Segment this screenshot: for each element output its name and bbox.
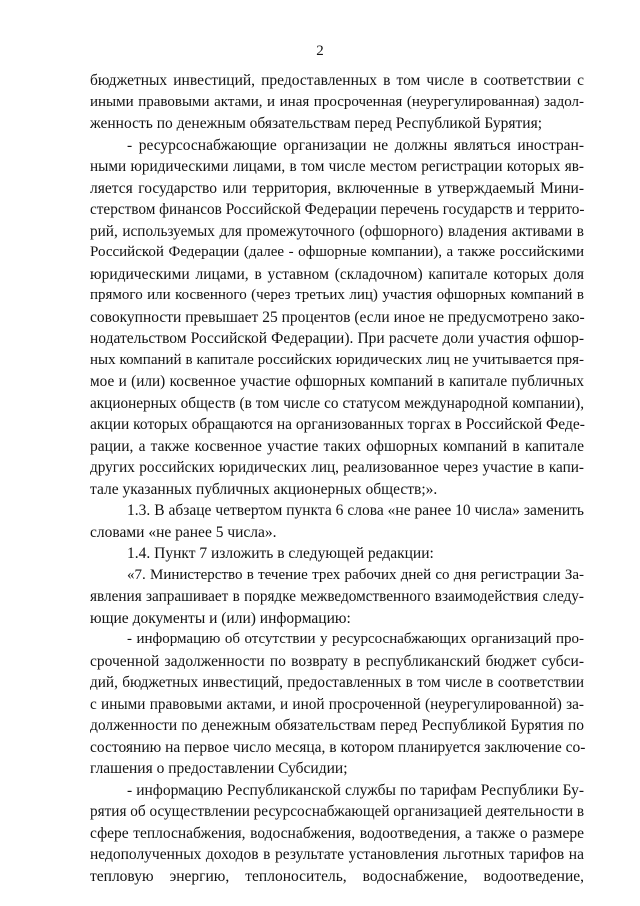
text-line: состоянию на первое число месяца, в котором планируется заключение со- [90,738,586,756]
text-line: недополученных доходов в результате установления льготных тарифов на [90,846,584,863]
text-line: тале указанных публичных акционерных обществ;». [90,480,438,498]
text-line: сроченной задолженности по возврату в республиканский бюджет субси- [90,652,584,670]
text-line: дий, бюджетных инвестиций, предоставленных в том числе в соответствии [90,674,584,691]
text-line: - ресурсоснабжающие организации не должны являться иностран- [127,136,584,154]
text-line: сфере теплоснабжения, водоснабжения, водоотведения, а также о размере [90,824,584,842]
text-line: женность по денежным обязательствам перед Республикой Бурятия; [90,115,543,132]
text-line: прямого или косвенного (через третьих лиц) участия офшорных компаний в [90,287,584,303]
paragraph [90,135,584,501]
paragraph [90,500,584,543]
text-line: Российской Федерации (далее - офшорные компании), а также российскими [90,244,584,260]
text-line: иными правовыми актами, и иная просроченная (неурегулированная) задол- [90,93,584,110]
text-line: с иными правовыми актами, и иной просроченной (неурегулированной) за- [90,695,584,713]
document-body [90,70,584,887]
text-line: юридическими лицами, в уставном (складочном) капитале которых доля [90,265,584,283]
text-line: акционерных обществ (в том числе со статусом международной компании), [90,394,584,412]
text-line: нодательством Российской Федерации). При расчете доли участия офшор- [90,330,584,347]
text-line: глашения о предоставлении Субсидии; [90,760,348,777]
text-line: других российских юридических лиц, реализованное через участие в капи- [90,459,584,476]
page-number: 2 [316,43,324,59]
text-line: явления запрашивает в порядке межведомственного взаимодействия следу- [90,588,584,605]
text-line: ющие документы и (или) информацию: [90,609,351,627]
text-line: рации, а также косвенное участие таких офшорных компаний в капитале [90,437,584,455]
text-line: 1.3. В абзаце четвертом пункта 6 слова «не ранее 10 числа» заменить [127,502,584,519]
paragraph [90,543,584,565]
text-line: - информацию Республиканской службы по тарифам Республики Бу- [127,781,584,799]
text-line: «7. Министерство в течение трех рабочих дней со дня регистрации За- [127,566,584,583]
text-line: мое и (или) косвенное участие офшорных компаний в капитале публичных [90,373,584,390]
text-line: акции которых обращаются на организованных торгах в Российской Феде- [90,416,585,433]
text-line: долженности по денежным обязательствам перед Республикой Бурятия по [90,717,584,734]
paragraph [90,565,584,630]
text-line: рий, используемых для промежуточного (офшорного) владения активами в [90,222,584,240]
text-line: 1.4. Пункт 7 изложить в следующей редакции: [127,545,434,562]
paragraph [90,70,584,135]
text-line: словами «не ранее 5 числа». [90,523,277,541]
text-line: бюджетных инвестиций, предоставленных в том числе в соответствии с [90,72,584,89]
text-line: - информацию об отсутствии у ресурсоснабжающих организаций про- [127,631,584,647]
text-line: стерством финансов Российской Федерации перечень государств и террито- [90,201,585,218]
text-line: ляется государство или территория, включенные в утверждаемый Мини- [90,179,584,197]
paragraph [90,780,584,888]
text-line: ных компаний в капитале российских юридических лиц не учитывается пря- [90,351,584,368]
text-line: рятия об осуществлении ресурсоснабжающей организацией деятельности в [90,803,585,820]
text-line: совокупности превышает 25 процентов (если иное не предусмотрено зако- [90,308,585,326]
paragraph [90,629,584,780]
text-line: ными юридическими лицами, в том числе местом регистрации которых яв- [90,158,584,175]
text-line: тепловую энергию, теплоноситель, водоснабжение, водоотведение, [90,867,584,885]
